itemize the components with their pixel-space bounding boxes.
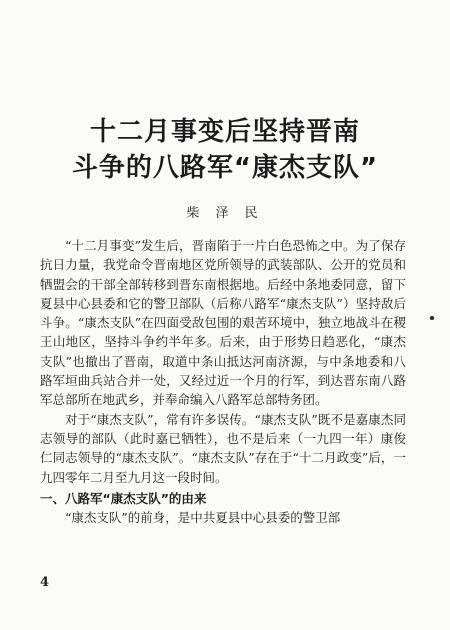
paragraph-3: “康杰支队”的前身，是中共夏县中心县委的警卫部 [65,510,341,526]
article-title-line-1: 十二月事变后坚持晋南 [89,117,360,147]
section-heading: 一、八路军“康杰支队”的由来 [40,490,207,506]
scan-speck-mark [430,316,434,320]
article-body [40,236,406,527]
author-name: 柴 泽 民 [186,206,264,221]
paragraph-2: 对于“康杰支队”，常有许多误传。“康杰支队”既不是嘉康杰同志领导的部队（此时嘉已牺牲），也不是后来（一九四一年）康俊仁同志领导的“康杰支队”。“康杰支队”存在于“十二月政变”后，一九四零年二月至九月这一段时间。 [40,411,406,485]
paragraph-1: “十二月事变”发生后，晋南陷于一片白色恐怖之中。为了保存抗日力量，我党命令晋南地区党所领导的武装部队、公开的党员和牺盟会的干部全部转移到晋东南根据地。后经中条地委同意，留下夏县中心县委和它的警卫部队（后称八路军“康杰支队”）坚持敌后斗争。“康杰支队”在四面受敌包围的艰苦环境中，独立地战斗在稷王山地区，坚持斗争约半年多。后来，由于形势日趋恶化，“康杰支队”也撤出了晋南，取道中条山抵达河南济源，与中条地委和八路军垣曲兵站合并一处，又经过近一个月的行军，到达晋东南八路军总部所在地武乡，并奉命编入八路军总部特务团。 [40,238,406,408]
article-title-line-2: 斗争的八路军“康杰支队” [71,153,379,183]
page-number: 4 [40,575,50,590]
